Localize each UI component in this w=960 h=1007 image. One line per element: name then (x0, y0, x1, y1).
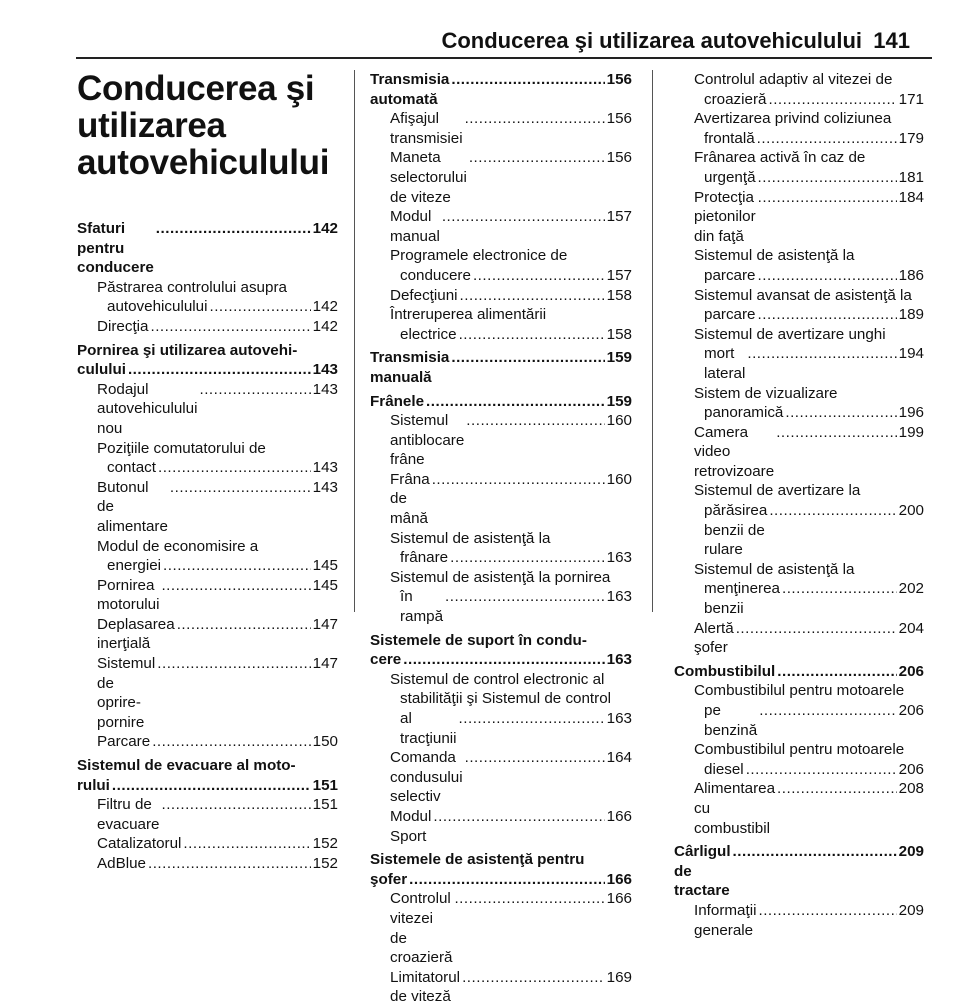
toc-page-number: 157 (606, 208, 632, 226)
toc-sub-entry[interactable] (370, 568, 632, 627)
toc-entry-text: Frâna de mână (390, 470, 430, 528)
toc-sub-entry[interactable] (370, 286, 632, 306)
leader-dots (158, 458, 311, 478)
toc-page-number: 151 (312, 796, 338, 814)
toc-page-number: 143 (312, 380, 338, 398)
leader-dots (450, 548, 605, 568)
toc-entry-text: Programele electronice de (390, 247, 568, 265)
leader-dots (769, 501, 896, 521)
leader-dots (759, 701, 896, 721)
page-number: 141 (873, 28, 910, 53)
leader-dots (758, 266, 897, 286)
toc-entry-text: Modul Sport (390, 807, 432, 845)
toc-page-number: 209 (898, 843, 924, 861)
toc-main-entry[interactable] (77, 756, 338, 795)
toc-entry-text: Defecţiuni (390, 286, 458, 304)
toc-sub-entry[interactable] (77, 834, 338, 854)
toc-entry-text: Sistemul de control electronic al (390, 670, 605, 688)
toc-page-number: 143 (312, 459, 338, 477)
column-divider-1 (354, 70, 355, 612)
toc-page-number: 166 (606, 890, 632, 908)
leader-dots (403, 650, 604, 670)
toc-entry-text: Maneta selectorului de viteze (390, 149, 467, 206)
toc-sub-entry[interactable] (674, 109, 924, 148)
toc-page-number: 206 (898, 760, 924, 778)
toc-entry-text: parcare (704, 266, 756, 284)
leader-dots (426, 392, 605, 412)
toc-main-entry[interactable] (77, 219, 338, 278)
toc-entry-text: Alimentarea cu combustibil (694, 780, 776, 837)
header-rule (76, 57, 932, 59)
leader-dots (148, 854, 311, 874)
toc-sub-entry[interactable] (370, 807, 632, 846)
toc-entry-text: în rampă (400, 588, 444, 626)
column-divider-2 (652, 70, 653, 612)
toc-sub-entry[interactable] (674, 325, 924, 384)
toc-page-number: 189 (898, 306, 924, 324)
toc-sub-entry[interactable] (370, 246, 632, 285)
toc-sub-entry[interactable] (674, 423, 924, 482)
leader-dots (776, 423, 896, 443)
toc-page-number: 156 (606, 71, 632, 88)
leader-dots (462, 968, 605, 988)
toc-sub-entry[interactable] (674, 681, 924, 740)
toc-sub-entry[interactable] (370, 207, 632, 246)
toc-entry-text: Butonul de alimentare (97, 478, 168, 535)
toc-sub-entry[interactable] (674, 384, 924, 423)
toc-entry-text: Pornirea şi utilizarea autovehi- (77, 341, 298, 359)
toc-page-number: 166 (606, 807, 632, 825)
toc-sub-entry[interactable] (674, 246, 924, 285)
leader-dots (785, 403, 896, 423)
toc-sub-entry[interactable] (370, 529, 632, 568)
leader-dots (199, 380, 310, 400)
leader-dots (183, 834, 310, 854)
toc-page-number: 206 (898, 662, 924, 680)
toc-entry-text: şofer (370, 870, 408, 888)
toc-entry-text: Sistem de vizualizare (694, 384, 838, 402)
leader-dots (433, 807, 604, 827)
toc-page-number: 157 (606, 266, 632, 284)
toc-page-number: 184 (898, 188, 924, 206)
toc-sub-entry[interactable] (674, 481, 924, 559)
toc-sub-entry[interactable] (77, 615, 338, 654)
toc-sub-entry[interactable] (77, 537, 338, 576)
leader-dots (758, 901, 896, 921)
leader-dots (733, 842, 897, 862)
leader-dots (451, 70, 604, 90)
leader-dots (782, 579, 897, 599)
toc-entry-text: al tracţiunii (400, 710, 457, 747)
leader-dots (746, 760, 897, 780)
toc-entry-text: Direcţia (97, 317, 149, 335)
toc-sub-entry[interactable] (674, 779, 924, 838)
toc-sub-entry[interactable] (674, 560, 924, 619)
toc-page-number: 159 (606, 392, 632, 410)
toc-entry-text: Filtru de evacuare (97, 796, 160, 833)
toc-sub-entry[interactable] (674, 619, 924, 658)
toc-entry-text: mort lateral (704, 345, 746, 382)
toc-entry-text: Parcare (97, 733, 151, 751)
toc-entry-text: Sistemul de avertizare unghi (694, 325, 886, 343)
toc-page-number: 145 (312, 557, 338, 575)
toc-page-number: 147 (312, 615, 338, 633)
toc-entry-text: Cârligul de tractare (674, 843, 731, 900)
toc-entry-text: energiei (107, 557, 162, 575)
toc-entry-text: Sistemul de avertizare la (694, 482, 861, 500)
toc-entry-text: contact (107, 459, 156, 477)
leader-dots (758, 305, 897, 325)
toc-main-entry[interactable] (77, 341, 338, 380)
toc-entry-text: pe benzină (704, 702, 758, 739)
toc-entry-text: Sistemul de asistenţă la (694, 560, 855, 578)
toc-sub-entry[interactable] (674, 286, 924, 325)
toc-page-number: 152 (312, 835, 338, 853)
leader-dots (459, 325, 605, 345)
toc-entry-text: Sistemele de asistenţă pentru (370, 851, 585, 869)
toc-sub-entry[interactable] (370, 968, 632, 1007)
toc-page-number: 208 (898, 780, 924, 798)
leader-dots (465, 109, 605, 129)
toc-sub-entry[interactable] (77, 439, 338, 478)
toc-page-number: 160 (606, 470, 632, 488)
toc-page-number: 199 (898, 423, 924, 441)
toc-sub-entry[interactable] (674, 901, 924, 940)
toc-sub-entry[interactable] (77, 278, 338, 317)
toc-entry-text: Catalizatorul (97, 835, 182, 853)
chapter-title: Conducerea şi utilizarea autovehiculului (77, 69, 330, 182)
toc-sub-entry[interactable] (370, 109, 632, 148)
toc-entry-text: Poziţiile comutatorului de (97, 439, 266, 457)
toc-page-number: 143 (312, 478, 338, 496)
leader-dots (459, 709, 605, 729)
leader-dots (777, 662, 896, 682)
leader-dots (758, 168, 897, 188)
leader-dots (757, 129, 897, 149)
toc-main-entry[interactable] (370, 392, 632, 412)
leader-dots (454, 889, 604, 909)
leader-dots (156, 219, 311, 239)
leader-dots (112, 776, 311, 796)
toc-entry-text: frontală (704, 129, 755, 147)
toc-entry-text: Deplasarea inerţială (97, 615, 175, 653)
toc-page-number: 163 (606, 588, 632, 606)
toc-entry-text: panoramică (704, 404, 784, 422)
toc-page-number: 181 (898, 168, 924, 186)
leader-dots (465, 748, 605, 768)
toc-page-number: 147 (312, 655, 338, 673)
toc-page-number: 209 (898, 901, 924, 919)
toc-entry-text: Modul de economisire a (97, 537, 259, 555)
toc-page-number: 169 (606, 968, 632, 986)
toc-sub-entry[interactable] (77, 478, 338, 537)
toc-sub-entry[interactable] (77, 854, 338, 874)
toc-sub-entry[interactable] (370, 411, 632, 470)
toc-sub-entry[interactable] (674, 70, 924, 109)
toc-entry-text: Sistemul de asistenţă la (390, 529, 551, 547)
toc-entry-text: Afişajul transmisiei (390, 110, 463, 147)
leader-dots (736, 619, 897, 639)
toc-page-number: 194 (898, 345, 924, 363)
toc-main-entry[interactable] (674, 662, 924, 682)
toc-sub-entry[interactable] (77, 732, 338, 752)
toc-entry-text: Păstrarea controlului asupra (97, 278, 287, 296)
toc-entry-text: Sistemul de asistenţă la (694, 247, 855, 265)
toc-page-number: 163 (606, 710, 632, 727)
toc-entry-text: Rodajul autovehiculului nou (97, 380, 198, 437)
toc-entry-text: urgenţă (704, 168, 756, 186)
toc-sub-entry[interactable] (370, 670, 632, 748)
toc-sub-entry[interactable] (370, 148, 632, 207)
toc-page-number: 163 (606, 651, 632, 669)
toc-column-2 (370, 70, 632, 1007)
leader-dots (466, 411, 604, 431)
toc-page-number: 179 (898, 129, 924, 147)
toc-entry-text: Alertă şofer (694, 619, 734, 657)
toc-entry-text: Avertizarea privind coliziunea (694, 110, 892, 128)
leader-dots (445, 587, 605, 607)
toc-entry-text: Transmisia manuală (370, 349, 450, 386)
leader-dots (460, 286, 605, 306)
leader-dots (432, 470, 605, 490)
toc-sub-entry[interactable] (674, 740, 924, 779)
toc-entry-text: Protecţia pietonilor din faţă (694, 188, 756, 245)
toc-entry-text: Frânele (370, 392, 425, 410)
leader-dots (128, 360, 311, 380)
toc-page-number: 159 (606, 349, 632, 367)
toc-main-entry[interactable] (370, 631, 632, 670)
leader-dots (163, 556, 311, 576)
leader-dots (768, 90, 896, 110)
toc-entry-text: Sistemul avansat de asistenţă la (694, 286, 912, 304)
toc-entry-text: Comanda condusului selectiv (390, 749, 463, 806)
toc-entry-text: Camera video retrovizoare (694, 423, 775, 480)
toc-page-number: 160 (606, 412, 632, 430)
toc-entry-text: Combustibilul (674, 662, 776, 680)
toc-entry-text: Controlul vitezei de croazieră (390, 890, 453, 967)
toc-page-number: 158 (606, 286, 632, 304)
toc-page-number: 158 (606, 325, 632, 343)
leader-dots (209, 297, 310, 317)
running-header-title: Conducerea şi utilizarea autovehiculului (441, 28, 862, 53)
toc-sub-entry[interactable] (674, 148, 924, 187)
toc-sub-entry[interactable] (370, 748, 632, 807)
toc-entry-text: Combustibilul pentru motoarele (694, 682, 905, 700)
toc-main-entry[interactable] (370, 348, 632, 387)
toc-entry-text: Frânarea activă în caz de (694, 149, 866, 167)
toc-sub-entry[interactable] (370, 889, 632, 967)
toc-entry-text: autovehiculului (107, 298, 208, 316)
toc-page-number: 156 (606, 110, 632, 128)
leader-dots (157, 654, 310, 674)
toc-column-1 (77, 70, 338, 874)
leader-dots (409, 870, 605, 890)
leader-dots (469, 148, 605, 168)
leader-dots (442, 207, 605, 227)
toc-entry-text: culului (77, 361, 126, 379)
toc-sub-entry[interactable] (77, 317, 338, 337)
toc-sub-entry[interactable] (77, 576, 338, 615)
toc-page-number: 200 (898, 502, 924, 520)
toc-sub-entry[interactable] (77, 654, 338, 732)
toc-entry-text: părăsirea benzii de rulare (704, 502, 768, 559)
toc-page-number: 143 (312, 361, 338, 379)
toc-entry-text: Pornirea motorului (97, 576, 160, 614)
toc-entry-text: stabilităţii şi Sistemul de control (400, 690, 612, 708)
leader-dots (152, 732, 310, 752)
toc-entry-text: Sistemul antiblocare frâne (390, 412, 465, 469)
toc-entry-text: diesel (704, 760, 744, 778)
leader-dots (473, 266, 605, 286)
toc-entry-text: Transmisia automată (370, 71, 450, 108)
toc-page-number: 186 (898, 266, 924, 284)
toc-entry-text: frânare (400, 549, 449, 567)
leader-dots (451, 348, 604, 368)
toc-entry-text: AdBlue (97, 855, 146, 872)
toc-page-number: 166 (606, 870, 632, 888)
toc-entry-text: menţinerea benzii (704, 580, 780, 618)
toc-entry-text: Întreruperea alimentării (390, 306, 547, 324)
toc-page-number: 142 (312, 298, 338, 316)
toc-page-number: 164 (606, 749, 632, 767)
toc-page-number: 152 (312, 855, 338, 872)
toc-page-number: 156 (606, 149, 632, 167)
toc-column-3 (674, 70, 924, 940)
toc-entry-text: Combustibilul pentru motoarele (694, 741, 905, 759)
toc-sub-entry[interactable] (370, 470, 632, 529)
toc-page-number: 142 (312, 317, 338, 335)
leader-dots (161, 795, 310, 815)
toc-page-number: 196 (898, 404, 924, 422)
toc-page-number: 163 (606, 549, 632, 567)
toc-entry-text: Sistemul de oprire-pornire (97, 655, 156, 731)
toc-entry-text: rului (77, 776, 110, 794)
toc-entry-text: Sistemul de evacuare al moto- (77, 757, 296, 775)
toc-entry-text: conducere (400, 266, 471, 284)
leader-dots (777, 779, 897, 799)
toc-entry-text: Modul manual (390, 208, 440, 245)
toc-entry-text: parcare (704, 306, 756, 324)
toc-page-number: 202 (898, 580, 924, 598)
toc-page-number: 142 (312, 220, 338, 237)
toc-page-number: 145 (312, 576, 338, 594)
leader-dots (170, 478, 311, 498)
toc-entry-text: Limitatorul de viteză (390, 968, 461, 1006)
leader-dots (161, 576, 310, 596)
toc-main-entry[interactable] (674, 842, 924, 901)
toc-entry-text: Controlul adaptiv al vitezei de (694, 71, 893, 88)
toc-entry-text: Sistemul de asistenţă la pornirea (390, 568, 611, 586)
toc-page-number: 206 (898, 702, 924, 719)
toc-page-number: 171 (898, 90, 924, 108)
toc-sub-entry[interactable] (77, 380, 338, 439)
toc-entry-text: Informaţii generale (694, 901, 757, 939)
toc-page-number: 151 (312, 776, 338, 794)
toc-entry-text: electrice (400, 325, 457, 343)
toc-sub-entry[interactable] (370, 305, 632, 344)
leader-dots (758, 188, 897, 208)
leader-dots (177, 615, 311, 635)
toc-entry-text: croazieră (704, 90, 767, 108)
leader-dots (747, 344, 896, 364)
toc-entry-text: Sistemele de suport în condu- (370, 631, 587, 649)
toc-main-entry[interactable] (370, 850, 632, 889)
toc-entry-text: Sfaturi pentru conducere (77, 220, 154, 277)
toc-main-entry[interactable] (370, 70, 632, 109)
toc-page-number: 204 (898, 619, 924, 637)
toc-entry-text: cere (370, 651, 402, 669)
toc-page-number: 150 (312, 733, 338, 751)
toc-sub-entry[interactable] (674, 188, 924, 247)
leader-dots (150, 317, 310, 337)
toc-sub-entry[interactable] (77, 795, 338, 834)
